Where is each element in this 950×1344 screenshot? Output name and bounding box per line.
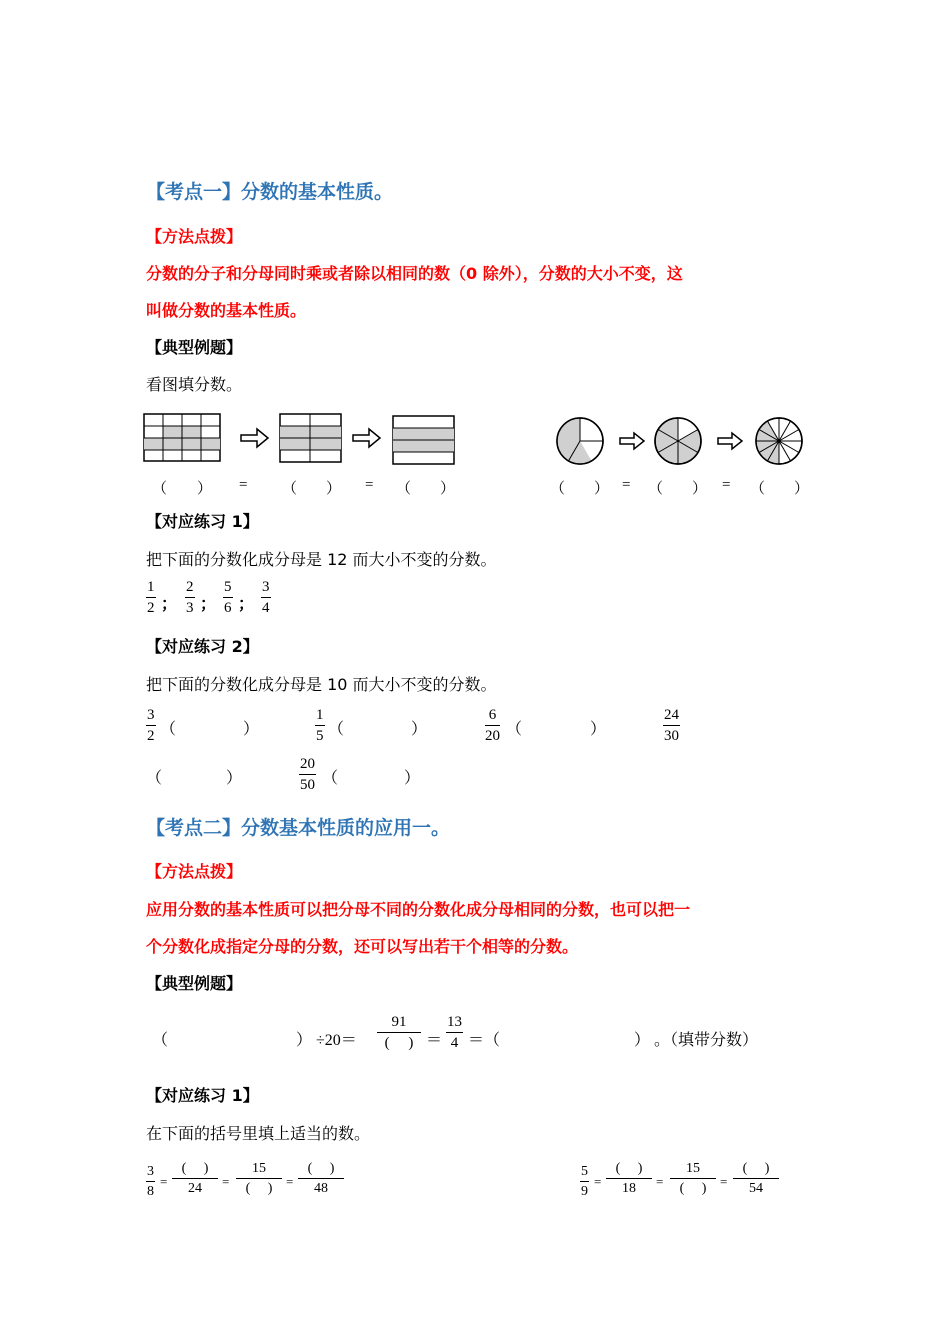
separator: ； bbox=[200, 594, 217, 613]
section2-method-line2: 个分数化成指定分母的分数，还可以写出若干个相等的分数。 bbox=[146, 937, 579, 956]
answer-blank-close: ） bbox=[411, 721, 428, 738]
fraction-3-4: $\frac{3}{4}$ bbox=[262, 579, 270, 616]
section2-example-tag: 【典型例题】 bbox=[146, 974, 243, 993]
rectangle-shading-figure bbox=[140, 408, 470, 470]
answer-blank-close: ） bbox=[226, 770, 243, 787]
example-equals: ＝ bbox=[426, 1032, 443, 1049]
example-close-paren-2: ） bbox=[634, 1032, 651, 1049]
grid-rectangle-2 bbox=[280, 414, 341, 462]
section2-method-line1: 应用分数的基本性质可以把分母不同的分数化成分母相同的分数，也可以把一 bbox=[146, 900, 691, 919]
equals-sign: = bbox=[160, 1174, 168, 1189]
fraction-6-20: $\frac{6}{20}$ bbox=[485, 707, 500, 744]
circle-twelfths bbox=[756, 418, 802, 464]
arrow-icon-3 bbox=[620, 433, 644, 449]
circle-sixths bbox=[655, 418, 701, 464]
section1-title: 【考点一】分数的基本性质。 bbox=[146, 181, 394, 203]
answer-blank-open: （ bbox=[160, 721, 177, 738]
fraction-1-2: $\frac{1}{2}$ bbox=[147, 579, 155, 616]
section2-exercise1-text: 在下面的括号里填上适当的数。 bbox=[146, 1124, 371, 1143]
section2-method-tag: 【方法点拨】 bbox=[146, 862, 243, 881]
chain-right-fraction-5-9: $\frac{5}{9}$ bbox=[581, 1164, 588, 1199]
fraction-20-50: $\frac{20}{50}$ bbox=[300, 756, 315, 793]
equals-sign: = bbox=[720, 1174, 728, 1189]
section1-exercise2-tag: 【对应练习 2】 bbox=[146, 637, 259, 656]
chain-left-blank-48: ( ) 48 bbox=[298, 1162, 344, 1196]
answer-blank-open: （ bbox=[322, 770, 339, 787]
example-note: 。（填带分数） bbox=[654, 1030, 759, 1049]
answer-blank-close: ） bbox=[404, 770, 421, 787]
answer-blank-open: （ bbox=[328, 721, 345, 738]
section1-example-tag: 【典型例题】 bbox=[146, 338, 243, 357]
section1-method-line1: 分数的分子和分母同时乘或者除以相同的数（0 除外），分数的大小不变，这 bbox=[146, 264, 683, 283]
equals-sign: = bbox=[656, 1174, 664, 1189]
section1-exercise1-tag: 【对应练习 1】 bbox=[146, 512, 259, 531]
answer-blank-open: （ bbox=[506, 721, 523, 738]
arrow-icon-4 bbox=[718, 433, 742, 449]
chain-right-15-blank: 15 ( ) bbox=[670, 1162, 716, 1196]
circle-shading-figure bbox=[550, 412, 810, 472]
arrow-icon-2 bbox=[353, 429, 380, 447]
section1-exercise1-text: 把下面的分数化成分母是 12 而大小不变的分数。 bbox=[146, 550, 497, 569]
chain-right-blank-18: ( ) 18 bbox=[606, 1162, 652, 1196]
example-fraction-91: 91 ( ) bbox=[377, 1015, 421, 1051]
chain-left-15-blank: 15 ( ) bbox=[236, 1162, 282, 1196]
chain-left-blank-24: ( ) 24 bbox=[172, 1162, 218, 1196]
grid-rectangle-1 bbox=[144, 414, 220, 461]
section1-method-line2: 叫做分数的基本性质。 bbox=[146, 301, 307, 320]
circle-thirds bbox=[557, 418, 603, 464]
example-fraction-13-4: $\frac{13}{4}$ bbox=[447, 1014, 462, 1051]
section1-example-text: 看图填分数。 bbox=[146, 375, 243, 394]
arrow-icon-1 bbox=[241, 429, 268, 447]
grid-rectangle-3 bbox=[393, 416, 454, 464]
section1-method-tag: 【方法点拨】 bbox=[146, 227, 243, 246]
section2-exercise1-tag: 【对应练习 1】 bbox=[146, 1086, 259, 1105]
fraction-2-3: $\frac{2}{3}$ bbox=[186, 579, 194, 616]
equals-sign: = bbox=[222, 1174, 230, 1189]
separator: ； bbox=[161, 594, 178, 613]
section1-exercise2-text: 把下面的分数化成分母是 10 而大小不变的分数。 bbox=[146, 675, 497, 694]
fraction-24-30: $\frac{24}{30}$ bbox=[664, 707, 679, 744]
example-equals-open: ＝（ bbox=[468, 1032, 501, 1049]
fraction-1-5: $\frac{1}{5}$ bbox=[316, 707, 324, 744]
separator: ； bbox=[238, 594, 255, 613]
equals-sign: = bbox=[286, 1174, 294, 1189]
chain-left-fraction-3-8: $\frac{3}{8}$ bbox=[147, 1164, 154, 1199]
example-close-paren: ） bbox=[296, 1032, 313, 1049]
fraction-5-6: $\frac{5}{6}$ bbox=[224, 579, 232, 616]
answer-blank-open: （ bbox=[146, 770, 163, 787]
example-open-paren: （ bbox=[152, 1032, 169, 1049]
example-divide: ÷20＝ bbox=[316, 1032, 357, 1049]
answer-blank-close: ） bbox=[243, 721, 260, 738]
answer-blank-close: ） bbox=[590, 721, 607, 738]
fraction-3-2: $\frac{3}{2}$ bbox=[147, 707, 155, 744]
section2-title: 【考点二】分数基本性质的应用一。 bbox=[146, 817, 451, 839]
chain-right-blank-54: ( ) 54 bbox=[733, 1162, 779, 1196]
equals-sign: = bbox=[594, 1174, 602, 1189]
